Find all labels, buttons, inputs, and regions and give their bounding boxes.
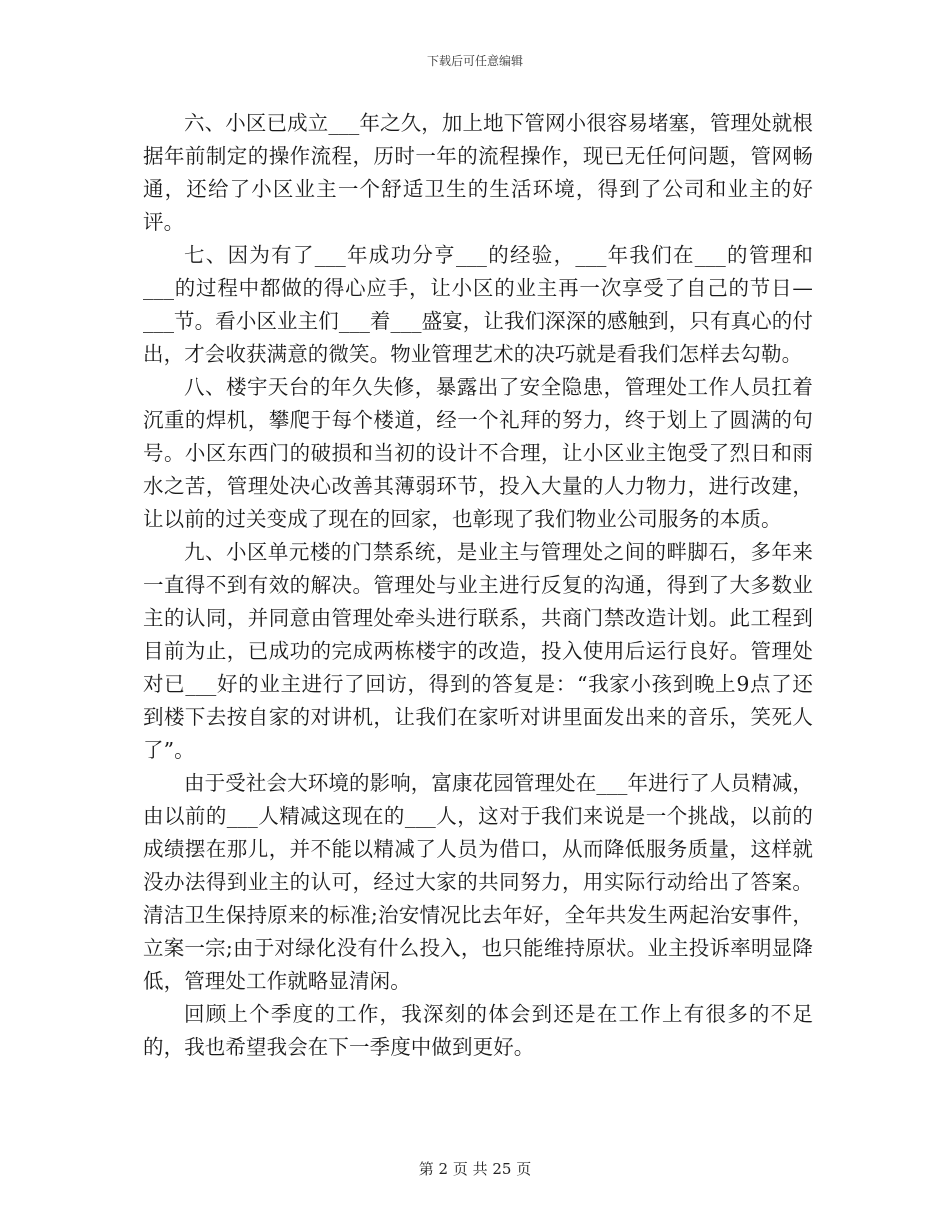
paragraph-6: 六、小区已成立___年之久，加上地下管网小很容易堵塞，管理处就根据年前制定的操作流程，历时一年的流程操作，现已无任何问题，管网畅通，还给了小区业主一个舒适卫生的生活环境，得到了公司和业主的好评。	[143, 111, 813, 234]
paragraph-8: 八、楼宇天台的年久失修，暴露出了安全隐患，管理处工作人员扛着沉重的焊机，攀爬于每个楼道，经一个礼拜的努力，终于划上了圆满的句号。小区东西门的破损和当初的设计不合理，让小区业主饱受了烈日和雨水之苦，管理处决心改善其薄弱环节，投入大量的人力物力，进行改建，让以前的过关变成了现在的回家，也彰现了我们物业公司服务的本质。	[143, 375, 813, 531]
paragraph-review: 回顾上个季度的工作，我深刻的体会到还是在工作上有很多的不足的，我也希望我会在下一季度中做到更好。	[143, 1002, 813, 1059]
paragraph-staffing: 由于受社会大环境的影响，富康花园管理处在___年进行了人员精减，由以前的___人精减这现在的___人，这对于我们来说是一个挑战，以前的成绩摆在那儿，并不能以精减了人员为借口，从而降低服务质量，这样就没办法得到业主的认可，经过大家的共同努力，用实际行动给出了答案。清洁卫生保持原来的标准;治安情况比去年好，全年共发生两起治安事件，立案一宗;由于对绿化没有什么投入，也只能维持原状。业主投诉率明显降低，管理处工作就略显清闲。	[143, 771, 813, 993]
paragraph-9: 九、小区单元楼的门禁系统，是业主与管理处之间的畔脚石，多年来一直得不到有效的解决。管理处与业主进行反复的沟通，得到了大多数业主的认同，并同意由管理处牵头进行联系，共商门禁改造计划。此工程到目前为止，已成功的完成两栋楼宇的改造，投入使用后运行良好。管理处对已___好的业主进行了回访，得到的答复是：“我家小孩到晚上9点了还到楼下去按自家的对讲机，让我们在家听对讲里面发出来的音乐，笑死人了”。	[143, 540, 813, 762]
page-header: 下载后可任意编辑	[426, 54, 523, 68]
document-body	[143, 107, 813, 1064]
page-number: 第 2 页 共 25 页	[418, 1160, 532, 1178]
paragraph-7: 七、因为有了___年成功分亨___的经验，___年我们在___的管理和___的过程中都做的得心应手，让小区的业主再一次享受了自己的节日—___节。看小区业主们___着___盛宴，让我们深深的感触到，只有真心的付出，才会收获满意的微笑。物业管理艺术的决巧就是看我们怎样去勾勒。	[143, 243, 813, 366]
